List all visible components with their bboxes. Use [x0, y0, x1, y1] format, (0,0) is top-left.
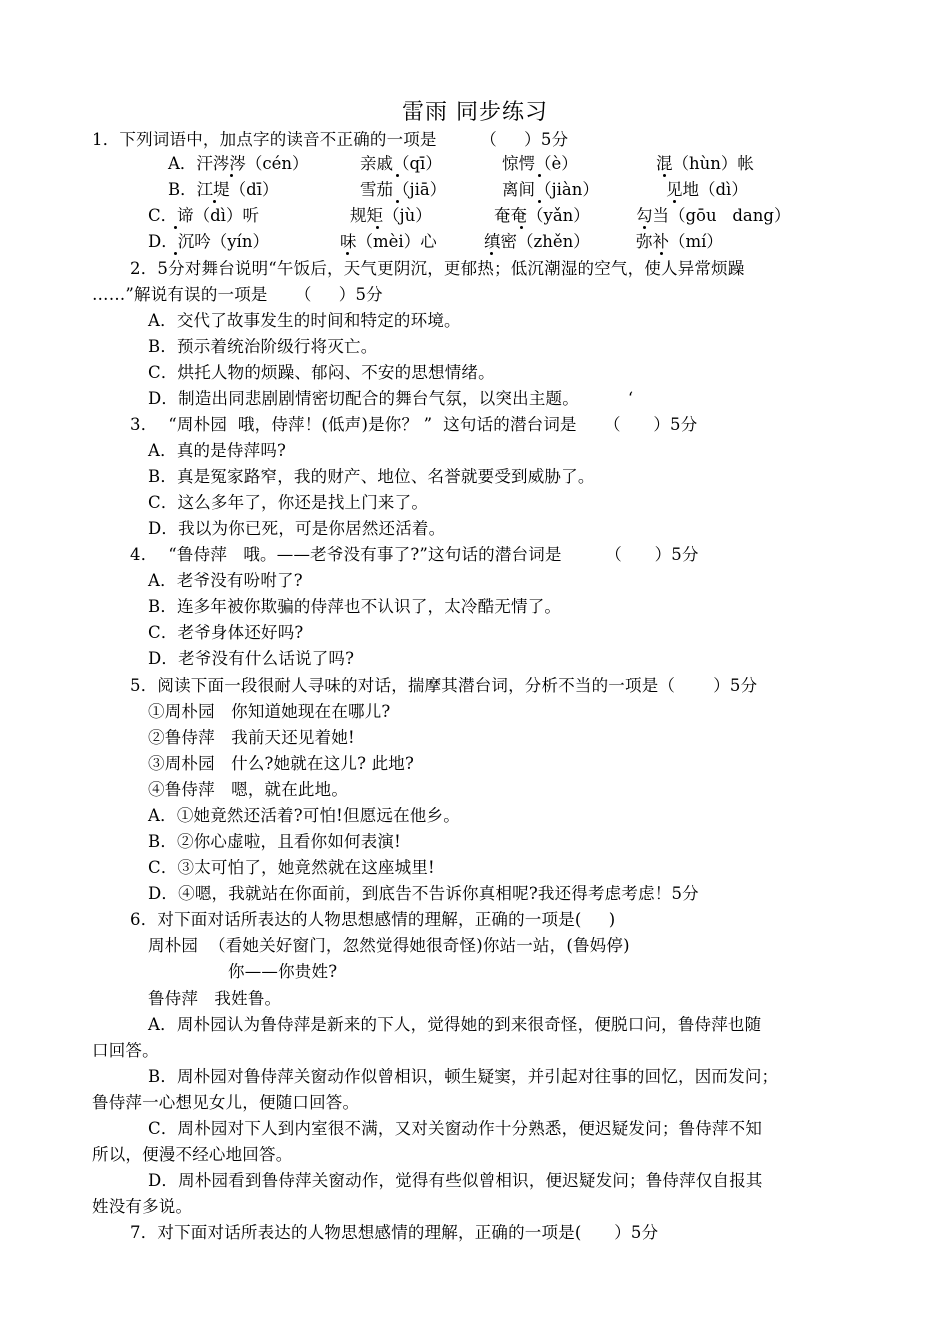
- q1-option-c-word-2: 规矩（jù）: [350, 206, 432, 225]
- q4-option-b: B．连多年被你欺骗的侍萍也不认识了，太冷酷无情了。: [148, 597, 562, 616]
- page-title: 雷雨 同步练习: [402, 100, 548, 125]
- q1-option-b: B．江堤（dī）: [168, 180, 279, 199]
- emphasis-dot: [538, 200, 541, 203]
- q6-option-d: D．周朴园看到鲁侍萍关窗动作，觉得有些似曾相识，便迟疑发问；鲁侍萍仅自报其: [148, 1171, 763, 1190]
- q5-option-a: A．①她竟然还活着?可怕!但愿远在他乡。: [148, 806, 460, 825]
- q2-option-d: D．制造出同悲剧剧情密切配合的舞台气氛，以突出主题。 ‘: [148, 389, 634, 408]
- q1-option-d-word-2: 味（mèi）心: [340, 232, 437, 251]
- q3-option-a: A．真的是侍萍吗?: [148, 441, 287, 460]
- q4-option-d: D．老爷没有什么话说了吗?: [148, 649, 355, 668]
- q3-option-b: B．真是冤家路窄，我的财产、地位、名誉就要受到威胁了。: [148, 467, 595, 486]
- q6-option-c: C．周朴园对下人到内室很不满，又对关窗动作十分熟悉，便迟疑发问；鲁侍萍不知: [148, 1119, 763, 1138]
- q1-option-b-word-2: 雪茄（jiā）: [360, 180, 447, 199]
- q6-option-b: B．周朴园对鲁侍萍关窗动作似曾相识，顿生疑窦，并引起对往事的回忆，因而发问；: [148, 1067, 779, 1086]
- q1-option-b-word-4: 见地（dì）: [666, 180, 748, 199]
- q6-dialogue-line: 周朴园 （看她关好窗门，忽然觉得她很奇怪)你站一站，(鲁妈停): [148, 936, 630, 955]
- q1-option-c: C．谛（dì）听: [148, 206, 259, 225]
- emphasis-dot: [538, 174, 541, 177]
- q2-option-a: A．交代了故事发生的时间和特定的环境。: [148, 311, 461, 330]
- question-1-stem: 1．下列词语中，加点字的读音不正确的一项是 （ ）5分: [92, 130, 569, 149]
- q1-option-d-word-4: 弥补（mí）: [636, 232, 723, 251]
- q5-option-b: B．②你心虚啦，且看你如何表演!: [148, 832, 401, 851]
- q4-option-c: C．老爷身体还好吗?: [148, 623, 304, 642]
- question-3-stem: 3． “周朴园 哦，侍萍！(低声)是你？ ” 这句话的潜台词是 （ ）5分: [130, 415, 698, 434]
- emphasis-dot: [174, 226, 177, 229]
- q6-option-a: A．周朴园认为鲁侍萍是新来的下人，觉得她的到来很奇怪，便脱口问，鲁侍萍也随: [148, 1015, 762, 1034]
- q1-option-c-word-3: 奄奄（yǎn）: [494, 206, 590, 225]
- q1-option-a-word-3: 惊愕（è）: [502, 154, 578, 173]
- q6-option-d-cont: 姓没有多说。: [92, 1197, 193, 1216]
- emphasis-dot: [376, 226, 379, 229]
- question-5-stem: 5．阅读下面一段很耐人寻味的对话，揣摩其潜台词，分析不当的一项是（ ）5分: [130, 676, 758, 695]
- q5-option-d: D．④嗯，我就站在你面前，到底告不告诉你真相呢?我还得考虑考虑！5分: [148, 884, 699, 903]
- q2-option-b: B．预示着统治阶级行将灭亡。: [148, 337, 378, 356]
- question-7-stem: 7．对下面对话所表达的人物思想感情的理解，正确的一项是( ）5分: [130, 1223, 659, 1242]
- q1-option-a-word-4: 混（hùn）帐: [656, 154, 754, 173]
- q1-option-b-word-3: 离间（jiàn）: [502, 180, 599, 199]
- emphasis-dot: [673, 200, 676, 203]
- q3-option-c: C．这么多年了，你还是找上门来了。: [148, 493, 429, 512]
- emphasis-dot: [490, 252, 493, 255]
- question-4-stem: 4． “鲁侍萍 哦。——老爷没有事了?”这句话的潜台词是 （ ）5分: [130, 545, 699, 564]
- q1-option-c-word-4: 勾当（gōu dang）: [636, 206, 791, 225]
- question-2-stem-cont: ……”解说有误的一项是 （ ）5分: [92, 285, 383, 304]
- q6-option-c-cont: 所以，便漫不经心地回答。: [92, 1145, 293, 1164]
- emphasis-dot: [663, 174, 666, 177]
- emphasis-dot: [346, 252, 349, 255]
- emphasis-dot: [396, 200, 399, 203]
- q5-dialogue-line: ④鲁侍萍 嗯，就在此地。: [148, 780, 349, 799]
- emphasis-dot: [660, 252, 663, 255]
- question-6-stem: 6．对下面对话所表达的人物思想感情的理解，正确的一项是( ): [130, 910, 616, 929]
- q1-option-d: D．沉吟（yín）: [148, 232, 269, 251]
- emphasis-dot: [643, 226, 646, 229]
- q2-option-c: C．烘托人物的烦躁、郁闷、不安的思想情绪。: [148, 363, 495, 382]
- emphasis-dot: [230, 174, 233, 177]
- question-2-stem: 2．5分对舞台说明“午饭后，天气更阴沉，更郁热；低沉潮湿的空气，使人异常烦躁: [130, 259, 745, 278]
- q4-option-a: A．老爷没有吩咐了?: [148, 571, 303, 590]
- q6-dialogue-line: 你——你贵姓?: [228, 962, 338, 981]
- q1-option-a-word-2: 亲戚（qī）: [360, 154, 442, 173]
- emphasis-dot: [396, 174, 399, 177]
- q6-option-b-cont: 鲁侍萍一心想见女儿，便随口回答。: [92, 1093, 360, 1112]
- q6-option-a-cont: 口回答。: [92, 1041, 159, 1060]
- emphasis-dot: [520, 226, 523, 229]
- q5-dialogue-line: ②鲁侍萍 我前天还见着她!: [148, 728, 355, 747]
- q5-dialogue-line: ①周朴园 你知道她现在在哪儿?: [148, 702, 391, 721]
- emphasis-dot: [174, 252, 177, 255]
- q1-option-a: A．汗涔涔（cén）: [168, 154, 309, 173]
- q5-option-c: C．③太可怕了，她竟然就在这座城里!: [148, 858, 435, 877]
- q5-dialogue-line: ③周朴园 什么?她就在这儿? 此地?: [148, 754, 415, 773]
- q3-option-d: D．我以为你已死，可是你居然还活着。: [148, 519, 446, 538]
- q6-dialogue-line: 鲁侍萍 我姓鲁。: [148, 989, 282, 1008]
- emphasis-dot: [213, 200, 216, 203]
- q1-option-d-word-3: 缜密（zhěn）: [484, 232, 590, 251]
